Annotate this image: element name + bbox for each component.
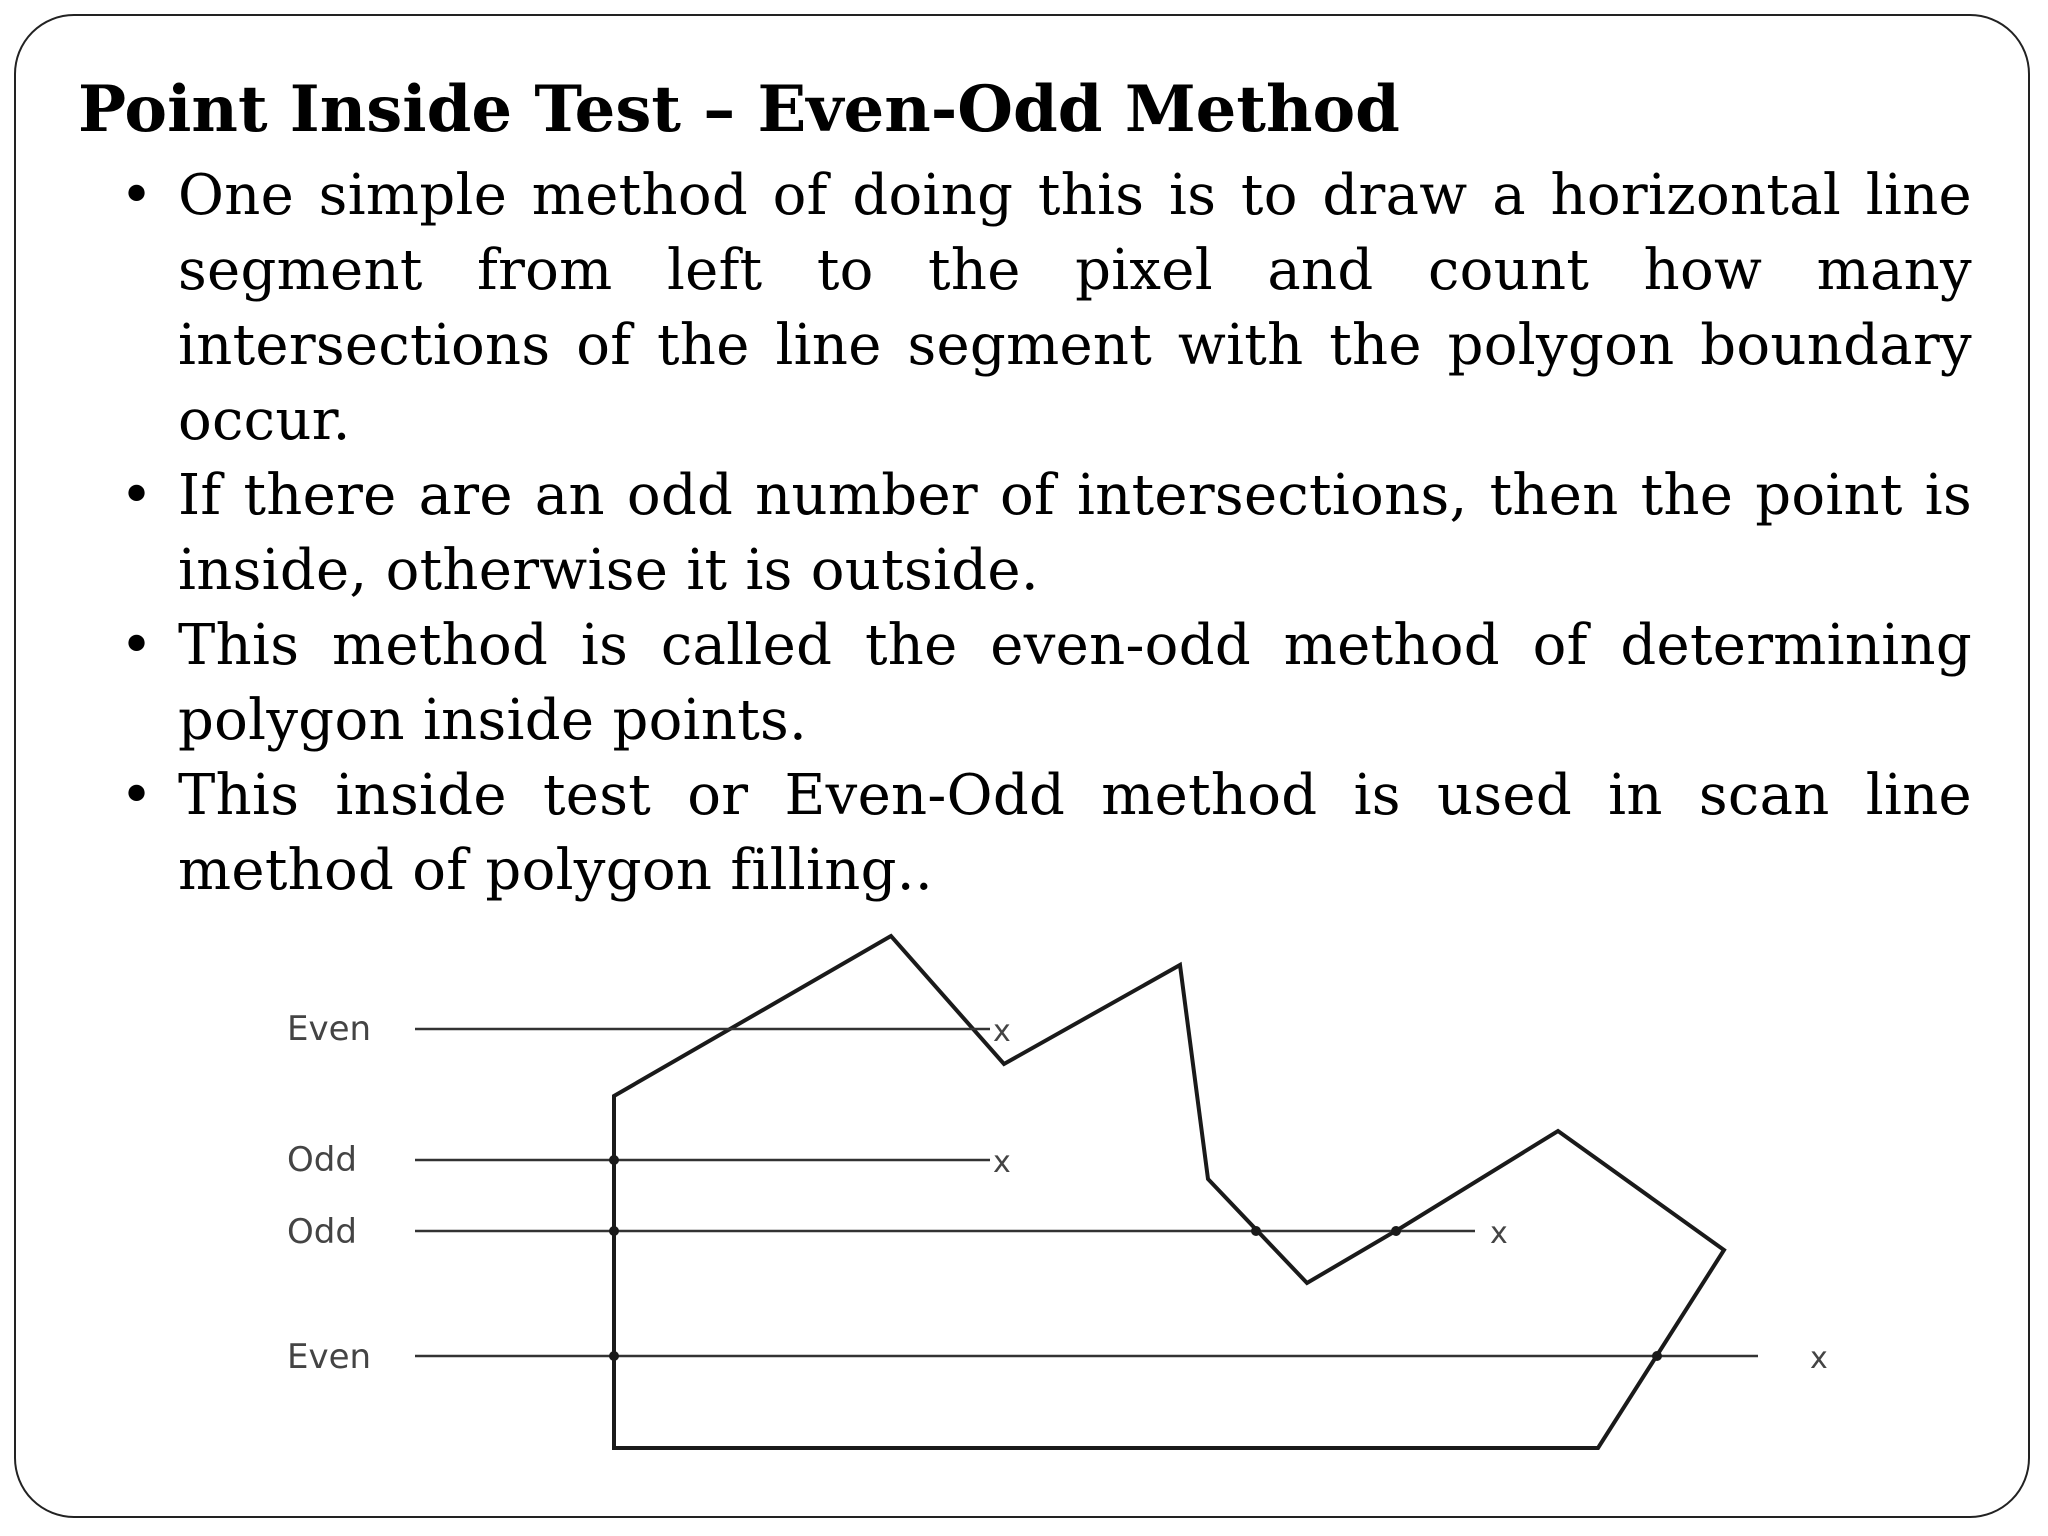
bullet-dot: • (120, 463, 154, 528)
bullet-text-3: This method is called the even-odd method of determining polygon inside points. (178, 613, 1972, 753)
intersection-point (609, 1351, 619, 1361)
scan-line-even-top (287, 1009, 1011, 1049)
scan-line-odd-lower (287, 1212, 1508, 1252)
polygon-outline (614, 936, 1724, 1448)
intersection-point (609, 1155, 619, 1165)
intersection-point (1251, 1226, 1261, 1236)
intersection-point (1391, 1226, 1401, 1236)
scan-line-label: Even (287, 1337, 372, 1377)
scan-line-label: Odd (287, 1140, 357, 1180)
bullet-dot: • (120, 613, 154, 678)
scan-line-end-marker: x (993, 1014, 1011, 1049)
bullet-item-2 (120, 458, 1972, 608)
bullet-text-1: One simple method of doing this is to draw a horizontal line segment from left to the pixel and count how many intersections of the line segment with the polygon boundary occur. (178, 163, 1972, 453)
bullet-dot: • (120, 763, 154, 828)
bullet-item-3 (120, 608, 1972, 758)
scan-line-end-marker: x (993, 1145, 1011, 1180)
bullet-text-4: This inside test or Even-Odd method is used in scan line method of polygon filling.. (178, 763, 1972, 903)
scan-line-label: Even (287, 1009, 372, 1049)
bullet-dot: • (120, 163, 154, 228)
even-odd-diagram (0, 920, 2048, 1480)
scan-line-end-marker: x (1490, 1216, 1508, 1251)
intersection-point (609, 1226, 619, 1236)
scan-line-label: Odd (287, 1212, 357, 1252)
scan-line-even-bottom (287, 1337, 1828, 1377)
bullet-text-2: If there are an odd number of intersections, then the point is inside, otherwise it is outside. (178, 463, 1972, 603)
intersection-point (1652, 1351, 1662, 1361)
scan-line-end-marker: x (1810, 1341, 1828, 1376)
bullet-item-4 (120, 758, 1972, 908)
slide-title: Point Inside Test – Even-Odd Method (78, 72, 1400, 147)
bullet-list (120, 158, 1972, 908)
bullet-item-1 (120, 158, 1972, 458)
scan-line-odd-upper (287, 1140, 1011, 1180)
